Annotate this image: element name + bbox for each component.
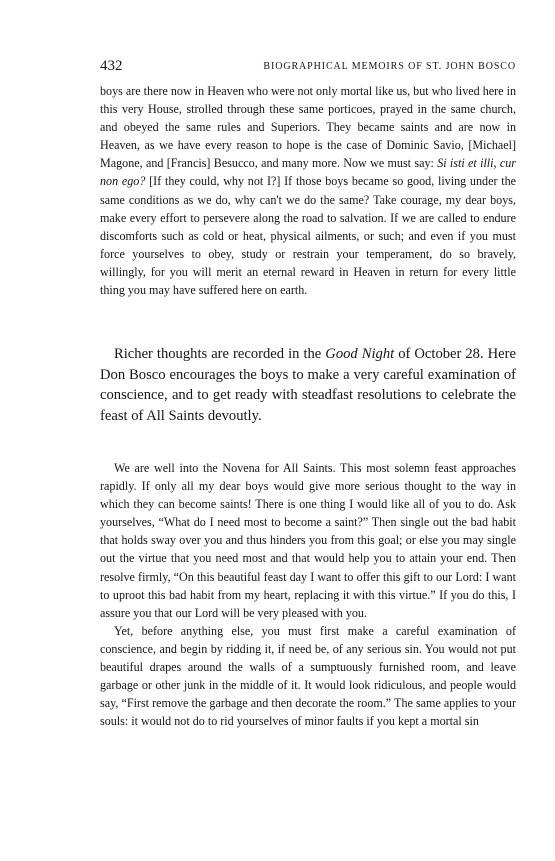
latin-quote: Si isti et illi, cur non ego? <box>100 156 516 189</box>
page-header <box>100 58 516 78</box>
running-head: BIOGRAPHICAL MEMOIRS OF ST. JOHN BOSCO <box>263 61 516 72</box>
paragraph-2-text-b: of October 28. Here Don Bosco encourages the boys to make a very careful examination of conscience, and to get ready with steadfast resolutions to celebrate the feast of All Saints devoutly. <box>100 346 516 424</box>
narrative-passage <box>100 344 516 426</box>
quoted-passage <box>100 459 516 730</box>
paragraph-1-text-a: boys are there now in Heaven who were not only mortal like us, but who lived here in this very House, strolled through these same porticoes, prayed in the same church, and obeyed the same rules and Superiors. They became saints and are now in Heaven, as we have every reason to hope is the case of Dominic Savio, [Michael] Magone, and [Francis] Besucco, and many more. Now we must say: <box>100 84 516 171</box>
paragraph-1-text-b: [If they could, why not I?] If those boys became so good, living under the same conditions as we do, why can't we do the same? Take courage, my dear boys, make every effort to persevere along the road to salvation. If we are called to endure discomforts such as cold or heat, physical ailments, or such; and even if you must force yourselves to obey, study or restrain your temperament, do so bravely, willingly, for you will merit an eternal reward in Heaven in return for every little thing you may have suffered here on earth. <box>100 174 516 298</box>
paragraph-1 <box>100 82 516 299</box>
paragraph-2-text-a: Richer thoughts are recorded in the <box>114 346 326 362</box>
page-number: 432 <box>100 58 123 74</box>
paragraph-3: We are well into the Novena for All Saints. This most solemn feast approaches rapidly. If only all my dear boys would give more serious thought to the way in which they can become saints! There is one thing I would like all of you to do. Ask yourselves, “What do I need most to become a saint?” Then single out the bad habit that holds sway over you and thus hinders you from this goal; or else you may single out the virtue that you need most and that would help you to attain your end. Then resolve firmly, “On this beautiful feast day I want to offer this gift to our Lord: I want to uproot this bad habit from my heart, replacing it with this virtue.” If you do this, I assure you that our Lord will be very pleased with you. <box>100 461 516 620</box>
quoted-passage-continuation <box>100 82 516 299</box>
paragraph-2 <box>100 344 516 426</box>
good-night-title: Good Night <box>325 346 395 362</box>
paragraph-4: Yet, before anything else, you must first make a careful examination of conscience, and begin by ridding it, if need be, of any serious sin. You would not put beautiful drapes around the walls of a sumptuously furnished room, and leave garbage or other junk in the middle of it. It would look ridiculous, and people would say, “First remove the garbage and then decorate the room.” The same applies to your souls: it would not do to rid yourselves of minor faults if you kept a mortal sin <box>100 623 516 729</box>
